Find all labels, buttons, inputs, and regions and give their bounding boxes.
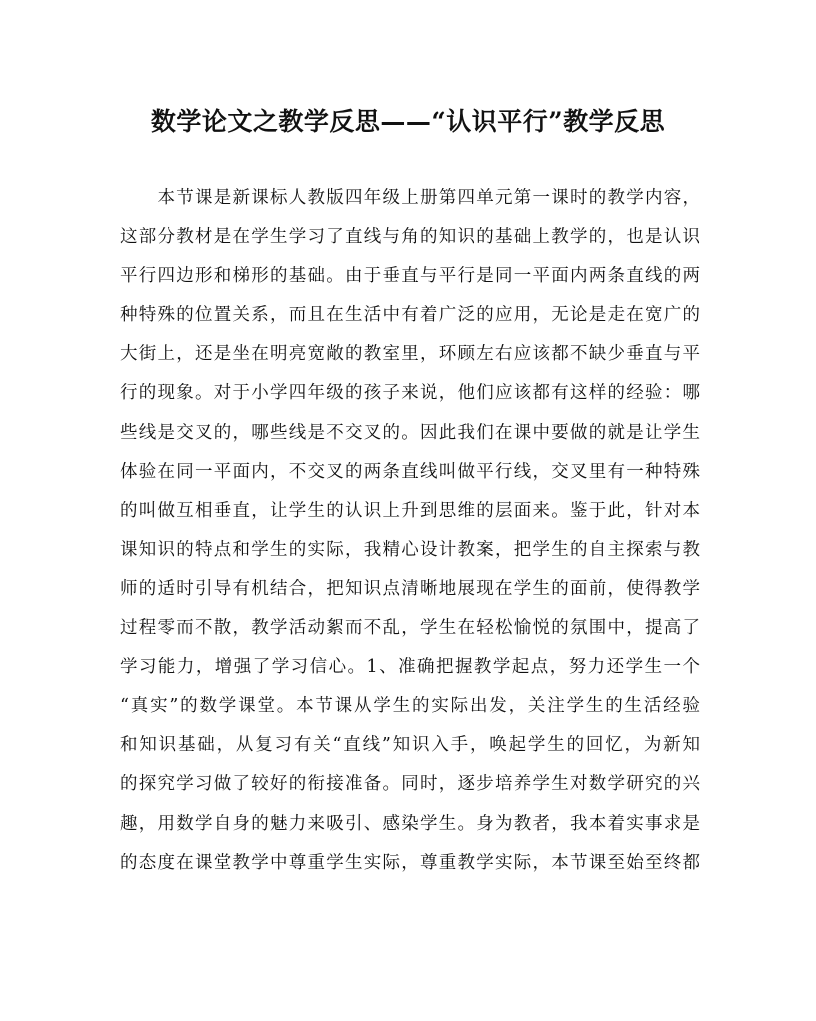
body-line: 课知识的特点和学生的实际，我精心设计教案，把学生的自主探索与教 <box>120 539 700 560</box>
body-line: 的叫做互相垂直，让学生的认识上升到思维的层面来。鉴于此，针对本 <box>120 500 700 521</box>
body-line: 大街上，还是坐在明亮宽敞的教室里，环顾左右应该都不缺少垂直与平 <box>120 344 700 365</box>
body-line: “真实”的数学课堂。本节课从学生的实际出发，关注学生的生活经验 <box>120 696 700 717</box>
body-line: 过程零而不散，教学活动絮而不乱，学生在轻松愉悦的氛围中，提高了 <box>120 618 700 639</box>
body-line: 这部分教材是在学生学习了直线与角的知识的基础上教学的，也是认识 <box>120 227 700 248</box>
body-line: 师的适时引导有机结合，把知识点清晰地展现在学生的面前，使得教学 <box>120 578 700 599</box>
body-line: 种特殊的位置关系，而且在生活中有着广泛的应用，无论是走在宽广的 <box>120 305 700 326</box>
document-body <box>120 179 700 883</box>
body-line: 行的现象。对于小学四年级的孩子来说，他们应该都有这样的经验：哪 <box>120 383 700 404</box>
body-line: 趣，用数学自身的魅力来吸引、感染学生。身为教者，我本着实事求是 <box>120 813 700 834</box>
body-line: 学习能力，增强了学习信心。1、准确把握教学起点，努力还学生一个 <box>120 657 700 678</box>
document-title: 数学论文之教学反思——“认识平行”教学反思 <box>150 107 666 136</box>
body-line: 平行四边形和梯形的基础。由于垂直与平行是同一平面内两条直线的两 <box>120 266 700 287</box>
body-line: 和知识基础，从复习有关“直线”知识入手，唤起学生的回忆，为新知 <box>120 735 700 756</box>
body-line: 本节课是新课标人教版四年级上册第四单元第一课时的教学内容， <box>120 188 700 208</box>
body-line: 的探究学习做了较好的衔接准备。同时，逐步培养学生对数学研究的兴 <box>120 774 700 795</box>
body-line: 些线是交叉的，哪些线是不交叉的。因此我们在课中要做的就是让学生 <box>120 422 700 443</box>
body-line: 的态度在课堂教学中尊重学生实际，尊重教学实际，本节课至始至终都 <box>120 852 700 873</box>
body-line: 体验在同一平面内，不交叉的两条直线叫做平行线，交叉里有一种特殊 <box>120 461 700 482</box>
